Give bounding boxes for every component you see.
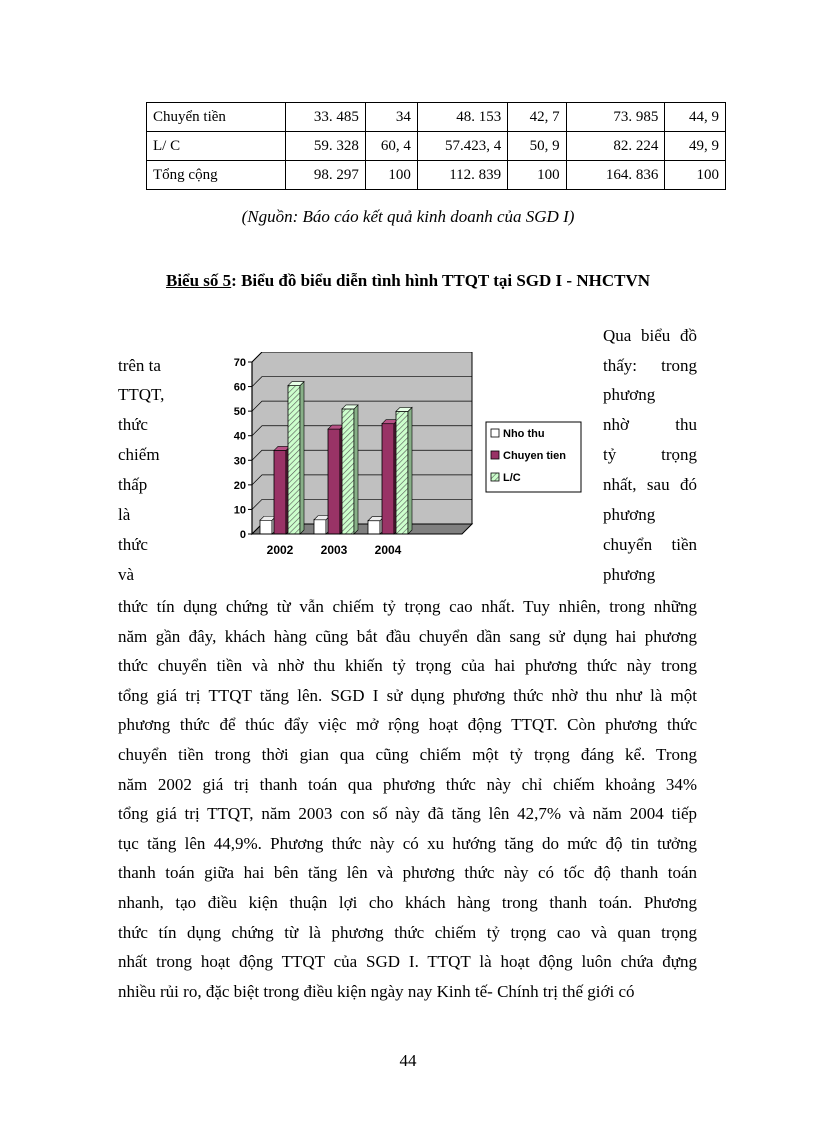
- paragraph-line: tổng giá trị TTQT, năm 2003 con số này đã tăng lên 42,7% và năm 2004 tiếp: [118, 804, 697, 824]
- table-cell: 100: [508, 161, 566, 190]
- paragraph-line: tục tăng lên 44,9%. Phương thức này có xu hướng tăng do mức độ tin tưởng: [118, 833, 697, 853]
- paragraph-line: nhanh, tạo điều kiện thuận lợi cho khách hàng trong thanh toán. Phương: [118, 892, 697, 912]
- table-cell: 100: [365, 161, 417, 190]
- paragraph-line: năm gần đây, khách hàng cũng bắt đầu chuyển dần sang sử dụng hai phương: [118, 626, 697, 646]
- y-tick-label: 50: [233, 406, 246, 419]
- paragraph-line: chuyển tiền trong thời gian qua cũng chiếm một tỷ trọng đáng kể. Trong: [118, 744, 697, 764]
- paragraph-line: nhiều rủi ro, đặc biệt trong điều kiện ngày nay Kinh tế- Chính trị thế giới có: [118, 981, 635, 1001]
- paragraph-line: năm 2002 giá trị thanh toán qua phương thức này chỉ chiếm khoảng 34%: [118, 774, 697, 794]
- bar-chuyen-tien-2003: [328, 429, 340, 534]
- bar-side: [354, 405, 358, 534]
- bar-chuyen-tien-2002: [274, 450, 286, 534]
- x-tick-label: 2004: [374, 543, 402, 557]
- table-cell: 82. 224: [566, 132, 665, 161]
- y-tick-label: 10: [233, 504, 246, 517]
- wrap-left-line: và: [118, 565, 135, 584]
- table-row: [147, 161, 726, 190]
- y-tick-label: 70: [233, 357, 246, 369]
- wrap-right-line: phương: [603, 565, 656, 584]
- table-cell: 42, 7: [508, 103, 566, 132]
- table-row: [147, 132, 726, 161]
- table-cell: 33. 485: [286, 103, 366, 132]
- table-cell: 60, 4: [365, 132, 417, 161]
- x-tick-label: 2003: [320, 543, 348, 557]
- caption-text: : Biểu đồ biểu diễn tình hình TTQT tại SGD I - NHCTVN: [231, 271, 650, 290]
- data-table: [146, 102, 726, 190]
- table-cell: 34: [365, 103, 417, 132]
- paragraph-line: tổng giá trị TTQT tăng lên. SGD I sử dụng phương thức nhờ thu như là một: [118, 685, 697, 705]
- legend-swatch: [491, 473, 499, 481]
- wrap-right-line: Qua biểu đồ: [603, 326, 697, 345]
- wrap-left-line: TTQT,: [118, 385, 165, 404]
- legend-label: L/C: [503, 472, 521, 484]
- bar-lc-2003: [342, 409, 354, 534]
- paragraph-line: thanh toán giữa hai bên tăng lên và phương thức này có tốc độ thanh toán: [118, 863, 697, 883]
- paragraph-line: nhất trong hoạt động TTQT của SGD I. TTQT là hoạt động luôn chứa đựng: [118, 952, 697, 972]
- paragraph-line: thức tín dụng chứng từ vẫn chiếm tỷ trọng cao nhất. Tuy nhiên, trong những: [118, 597, 697, 616]
- row-label: Chuyển tiền: [147, 103, 286, 132]
- wrap-left-line: thấp: [118, 475, 148, 494]
- table-cell: 48. 153: [417, 103, 507, 132]
- y-tick-label: 20: [233, 479, 246, 492]
- row-label: Tổng cộng: [147, 161, 286, 190]
- table-cell: 49, 9: [665, 132, 726, 161]
- legend-label: Chuyen tien: [503, 450, 566, 462]
- wrap-right-line: nhất, sau đó: [603, 475, 697, 494]
- table-cell: 50, 9: [508, 132, 566, 161]
- bar-lc-2002: [288, 386, 300, 534]
- paragraph-line: phương thức để thúc đẩy việc mở rộng hoạt động TTQT. Còn phương thức: [118, 715, 697, 735]
- table-cell: 57.423, 4: [417, 132, 507, 161]
- bar-nho-thu-2004: [368, 521, 380, 534]
- wrap-left-line: thức: [118, 535, 148, 554]
- x-tick-label: 2002: [266, 543, 294, 557]
- bar-nho-thu-2002: [260, 520, 272, 534]
- table-cell: 44, 9: [665, 103, 726, 132]
- wrap-right-line: phương: [603, 385, 656, 404]
- bar-nho-thu-2003: [314, 520, 326, 534]
- data-table-wrap: [146, 102, 726, 190]
- legend-swatch: [491, 451, 499, 459]
- table-cell: 100: [665, 161, 726, 190]
- caption-prefix: Biểu số 5: [165, 271, 232, 290]
- y-tick-label: 40: [233, 430, 246, 443]
- paragraph-line: thức chuyển tiền và nhờ thu khiến tỷ trọng của hai phương thức này trong: [118, 656, 697, 676]
- legend-label: Nho thu: [503, 428, 545, 440]
- table-cell: 98. 297: [286, 161, 366, 190]
- page-number: 44: [399, 1051, 417, 1070]
- y-tick-label: 0: [239, 529, 246, 541]
- bar-side: [408, 407, 412, 534]
- row-label: L/ C: [147, 132, 286, 161]
- wrap-left-line: chiếm: [118, 445, 160, 464]
- table-cell: 112. 839: [417, 161, 507, 190]
- wrap-left-line: trên ta: [118, 356, 161, 375]
- legend-swatch: [491, 429, 499, 437]
- table-cell: 73. 985: [566, 103, 665, 132]
- wrap-right-line: phương: [603, 505, 656, 524]
- bar-lc-2004: [396, 411, 408, 534]
- bar-side: [300, 382, 304, 534]
- wrap-right-line: chuyển tiền: [603, 535, 697, 554]
- wrap-left-line: là: [118, 505, 131, 524]
- table-row: [147, 103, 726, 132]
- wrap-right-line: nhờ thu: [603, 415, 697, 434]
- wrap-left-line: thức: [118, 415, 148, 434]
- paragraph-line: thức tín dụng chứng từ là phương thức chiếm tỷ trọng cao và quan trọng: [118, 922, 697, 942]
- source-note: (Nguồn: Báo cáo kết quả kinh doanh của SGD I): [241, 207, 575, 226]
- wrap-right-line: thấy: trong: [603, 356, 697, 375]
- y-tick-label: 30: [233, 455, 246, 468]
- bar-chuyen-tien-2004: [382, 424, 394, 534]
- bar-chart: [210, 352, 590, 562]
- body-paragraph: [118, 592, 697, 1006]
- table-cell: 59. 328: [286, 132, 366, 161]
- wrap-right-line: tỷ trọng: [603, 445, 697, 464]
- y-tick-label: 60: [233, 381, 246, 394]
- chart-caption: [0, 271, 816, 291]
- table-cell: 164. 836: [566, 161, 665, 190]
